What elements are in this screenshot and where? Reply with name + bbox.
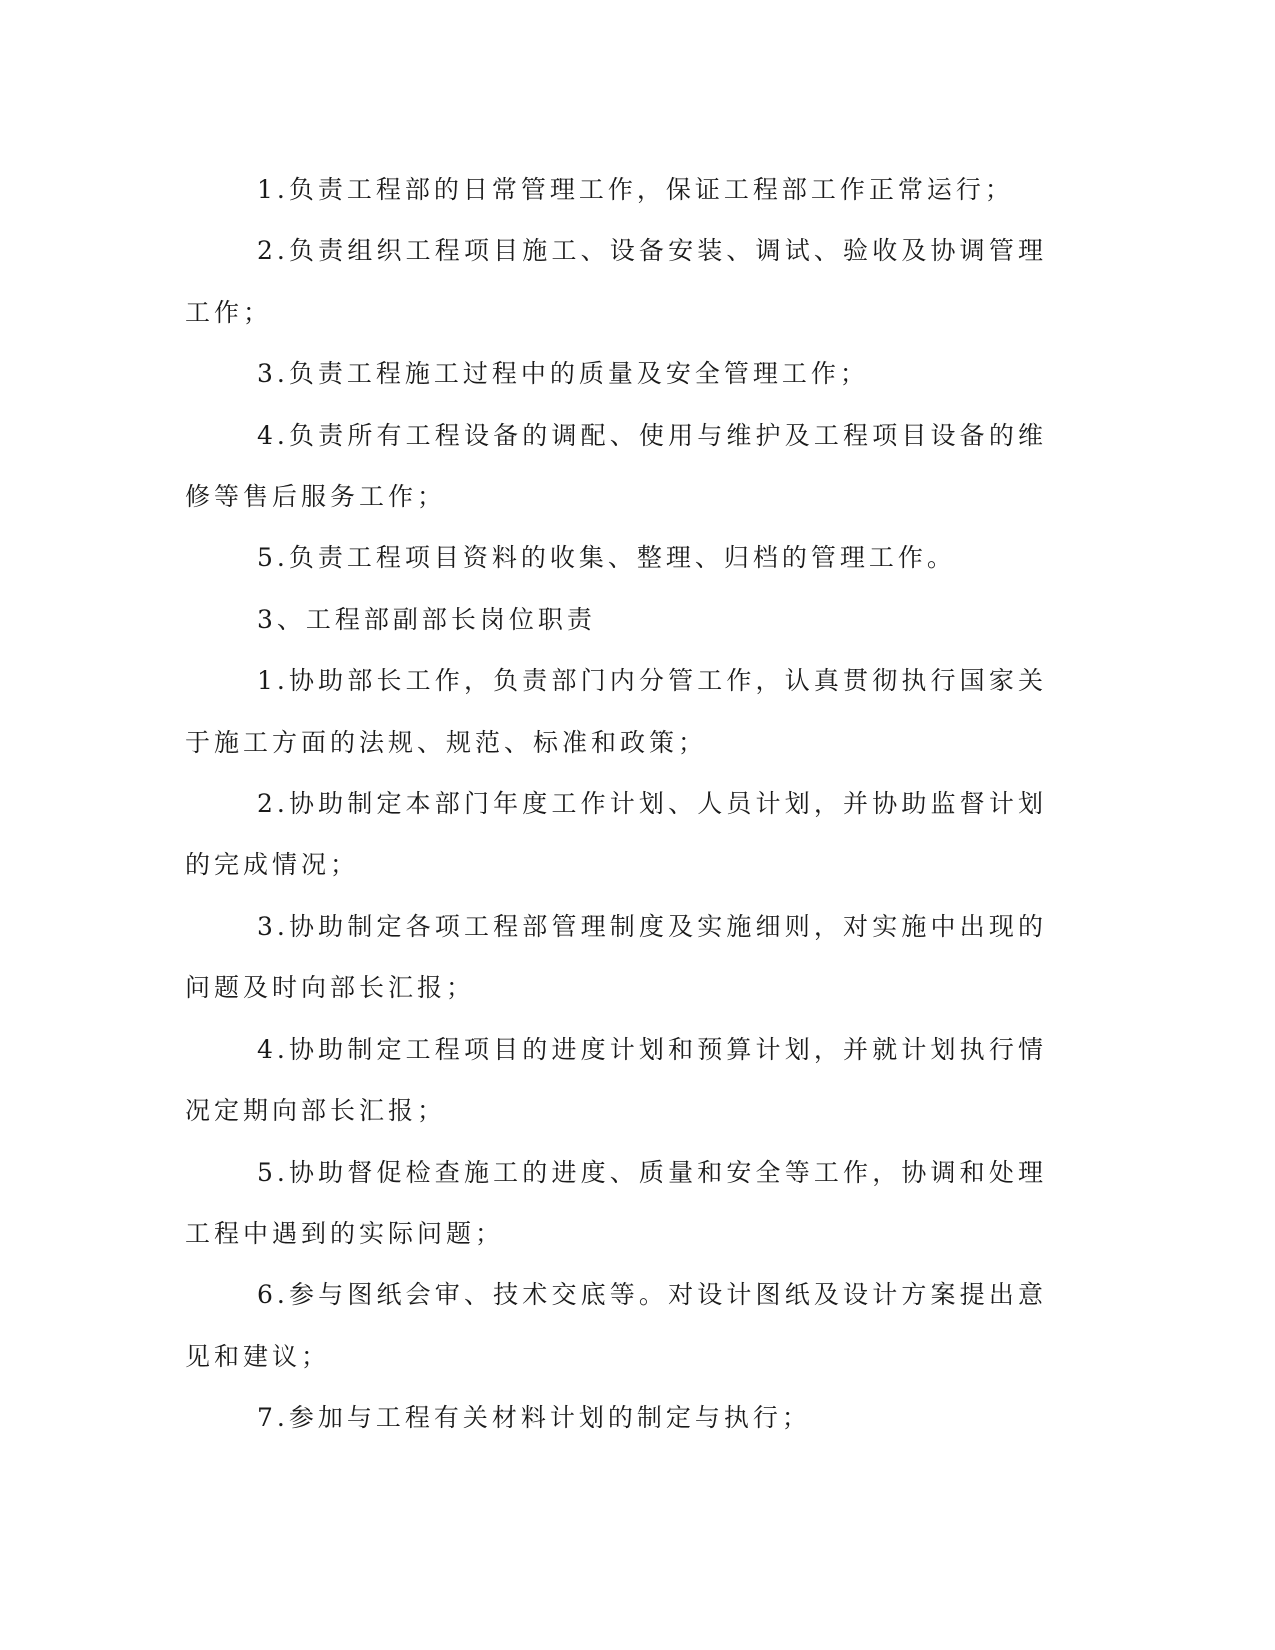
deputy-duty-item-1: 1.协助部长工作，负责部门内分管工作，认真贯彻执行国家关于施工方面的法规、规范、标准和政策； (185, 666, 1047, 757)
duty-item-3: 3.负责工程施工过程中的质量及安全管理工作； (257, 359, 869, 389)
deputy-duty-item-4: 4.协助制定工程项目的进度计划和预算计划，并就计划执行情况定期向部长汇报； (185, 1034, 1047, 1126)
duty-item-4: 4.负责所有工程设备的调配、使用与维护及工程项目设备的维修等售后服务工作； (185, 420, 1047, 512)
deputy-duty-item-5: 5.协助督促检查施工的进度、质量和安全等工作，协调和处理工程中遇到的实际问题； (185, 1157, 1047, 1248)
section-heading: 3、工程部副部长岗位职责 (257, 604, 596, 634)
deputy-duty-item-7: 7.参加与工程有关材料计划的制定与执行； (257, 1403, 811, 1433)
duty-item-5: 5.负责工程项目资料的收集、整理、归档的管理工作。 (257, 543, 956, 573)
document-body (185, 159, 1047, 1449)
deputy-duty-item-2: 2.协助制定本部门年度工作计划、人员计划，并协助监督计划的完成情况； (185, 789, 1047, 880)
deputy-duty-item-3: 3.协助制定各项工程部管理制度及实施细则，对实施中出现的问题及时向部长汇报； (185, 911, 1047, 1003)
duty-item-1: 1.负责工程部的日常管理工作，保证工程部工作正常运行； (257, 175, 1014, 204)
deputy-duty-item-6: 6.参与图纸会审、技术交底等。对设计图纸及设计方案提出意见和建议； (185, 1280, 1047, 1371)
duty-item-2: 2.负责组织工程项目施工、设备安装、调试、验收及协调管理工作； (185, 236, 1047, 327)
